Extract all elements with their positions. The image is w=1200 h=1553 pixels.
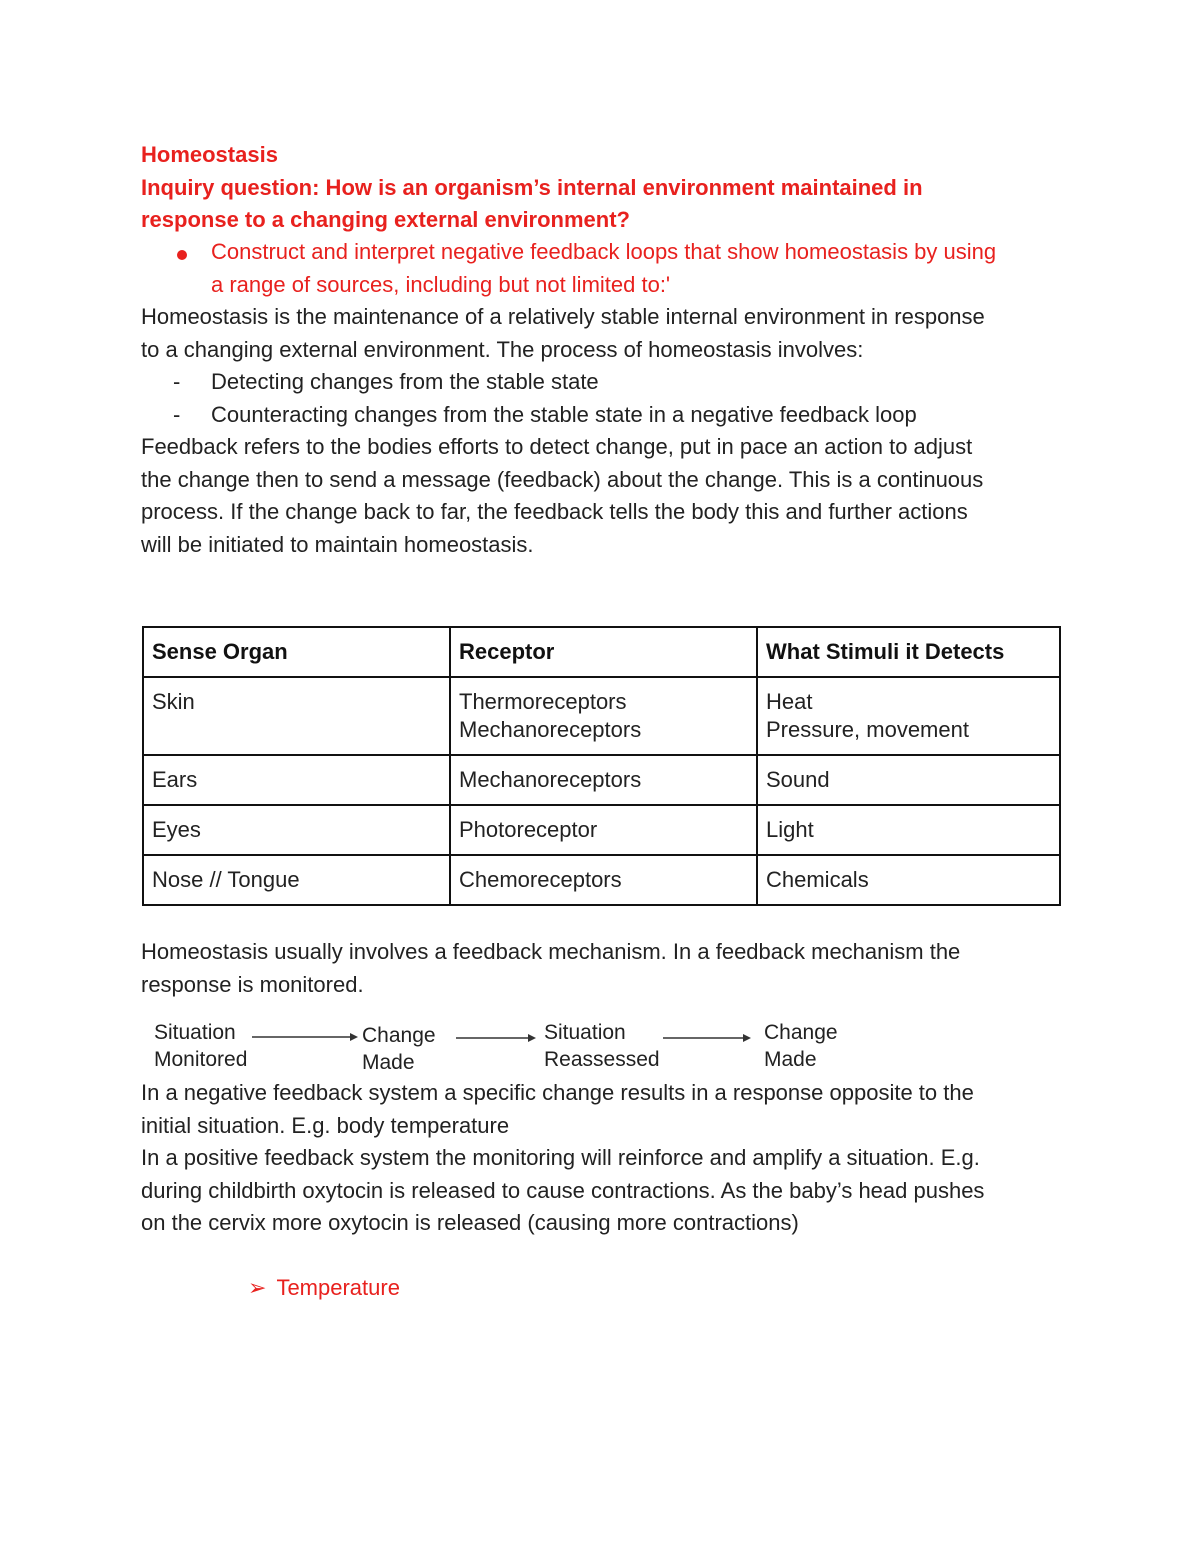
negative-line-1: In a negative feedback system a specific change results in a response opposite to the [141,1080,974,1105]
flow-step-line: Made [764,1048,817,1071]
table-cell: Ears [143,755,450,805]
dash-item-2 [141,399,1061,432]
mechanism-line-1: Homeostasis usually involves a feedback mechanism. In a feedback mechanism the [141,939,961,964]
table-cell: Sound [757,755,1060,805]
table-header-cell: Receptor [450,627,757,677]
objective-line-2: a range of sources, including but not limited to:' [211,271,671,297]
table-row [143,677,1060,755]
positive-line-3: on the cervix more oxytocin is released (causing more contractions) [141,1210,799,1235]
temperature-bullet [248,1272,400,1304]
temperature-label: Temperature [276,1275,400,1300]
cell-line: Pressure, movement [766,717,969,742]
flow-step-line: Monitored [154,1048,248,1071]
flow-step-line: Situation [154,1021,236,1044]
arrow-bullet-icon: ➢ [248,1275,267,1300]
table-cell: Skin [143,677,450,755]
intro-line-2: to a changing external environment. The process of homeostasis involves: [141,336,864,362]
table-cell: Photoreceptor [450,805,757,855]
bullet-dot-icon [177,250,187,260]
table-cell: Nose // Tongue [143,855,450,905]
table-cell: Chemoreceptors [450,855,757,905]
flow-arrow-icon [456,1031,536,1045]
negative-line-2: initial situation. E.g. body temperature [141,1112,510,1138]
table-header-cell: Sense Organ [143,627,450,677]
feedback-line-4: will be initiated to maintain homeostasis. [141,531,534,557]
table-header-row [143,627,1060,677]
positive-line-1: In a positive feedback system the monitoring will reinforce and amplify a situation. E.g. [141,1145,980,1170]
sense-organ-table [142,626,1061,906]
table-row [143,755,1060,805]
table-row [143,805,1060,855]
flow-arrow-icon [663,1031,751,1045]
table-cell: Chemicals [757,855,1060,905]
table-header-cell: What Stimuli it Detects [757,627,1060,677]
feedback-line-1: Feedback refers to the bodies efforts to detect change, put in pace an action to adjust [141,434,973,459]
mechanism-paragraph [141,936,1061,1001]
intro-line-1: Homeostasis is the maintenance of a relatively stable internal environment in response [141,304,985,329]
table-cell: Mechanoreceptors [450,755,757,805]
table-row [143,855,1060,905]
dash-item-text: Detecting changes from the stable state [211,369,599,394]
inquiry-question-line-2: response to a changing external environment? [141,207,630,232]
flow-step-line: Situation [544,1021,626,1044]
flow-step-situation-monitored [154,1019,247,1073]
flow-step-line: Reassessed [544,1048,660,1071]
flow-arrow-icon [252,1030,358,1044]
dash-item-1 [141,366,1061,399]
objective-line-1: Construct and interpret negative feedback loops that show homeostasis by using [211,239,997,264]
table-cell [450,677,757,755]
cell-line: Mechanoreceptors [459,717,642,742]
heading-block [141,139,1061,237]
flow-step-line: Change [764,1021,838,1044]
table-cell [757,677,1060,755]
cell-line: Heat [766,689,813,714]
mechanism-line-2: response is monitored. [141,971,364,997]
positive-line-2: during childbirth oxytocin is released to cause contractions. As the baby’s head pushes [141,1177,985,1203]
cell-line: Thermoreceptors [459,689,627,714]
inquiry-question-line-1: Inquiry question: How is an organism’s internal environment maintained in [141,174,923,200]
table-cell: Eyes [143,805,450,855]
flow-step-change-made-2 [764,1019,838,1073]
dash-item-text: Counteracting changes from the stable state in a negative feedback loop [211,401,917,427]
feedback-line-2: the change then to send a message (feedback) about the change. This is a continuous [141,466,984,492]
flow-step-line: Made [362,1051,415,1074]
dash-icon: - [173,401,181,427]
page-title: Homeostasis [141,142,278,167]
flow-step-situation-reassessed [544,1019,660,1073]
feedback-line-3: process. If the change back to far, the feedback tells the body this and further actions [141,499,968,524]
flow-step-line: Change [362,1024,436,1047]
flow-step-change-made [362,1022,436,1076]
intro-paragraph [141,301,1061,431]
feedback-systems-paragraph [141,1077,1061,1240]
table-cell: Light [757,805,1060,855]
objective-bullet [141,236,1061,301]
dash-icon: - [173,369,181,394]
feedback-paragraph [141,431,1061,561]
